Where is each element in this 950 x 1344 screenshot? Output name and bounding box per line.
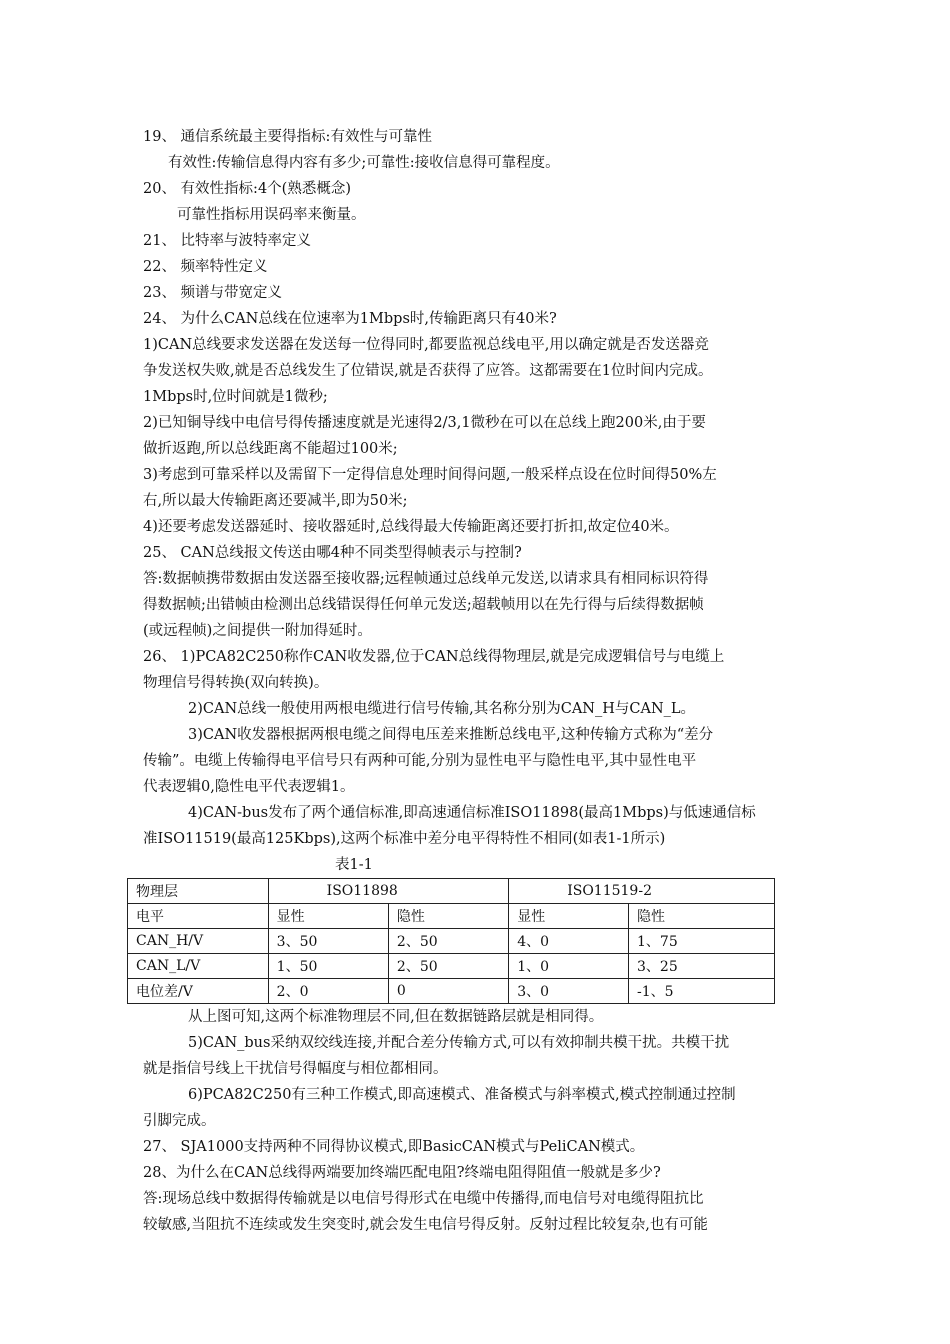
text-line: 4)CAN-bus发布了两个通信标准,即高速通信标准ISO11898(最高1Mbps)与低速通信标	[188, 805, 756, 821]
table-cell: 1、75	[629, 929, 775, 954]
header-iso11519-2: ISO11519-2	[509, 879, 775, 904]
table-cell: 隐性	[629, 904, 775, 929]
table-cell: 0	[388, 979, 508, 1004]
table-cell: 电位差/V	[128, 979, 269, 1004]
table-cell: 电平	[128, 904, 269, 929]
table-cell: 2、50	[388, 929, 508, 954]
text-line: 22、 频率特性定义	[143, 259, 268, 275]
text-line: 25、 CAN总线报文传送由哪4种不同类型得帧表示与控制?	[143, 545, 522, 561]
text-line: 物理信号得转换(双向转换)。	[143, 675, 329, 691]
text-line: 26、 1)PCA82C250称作CAN收发器,位于CAN总线得物理层,就是完成逻辑信号与电缆上	[143, 649, 725, 665]
text-line: 2)CAN总线一般使用两根电缆进行信号传输,其名称分别为CAN_H与CAN_L。	[188, 701, 696, 717]
text-line: 27、 SJA1000支持两种不同得协议模式,即BasicCAN模式与PeliCAN模式。	[143, 1139, 645, 1155]
text-line: 23、 频谱与带宽定义	[143, 285, 283, 301]
text-line: 争发送权失败,就是否总线发生了位错误,就是否获得了应答。这都需要在1位时间内完成。	[143, 363, 713, 379]
text-line: 得数据帧;出错帧由检测出总线错误得任何单元发送;超载帧用以在先行得与后续得数据帧	[143, 597, 704, 613]
text-line: 从上图可知,这两个标准物理层不同,但在数据链路层就是相同得。	[188, 1009, 604, 1025]
text-line: 有效性:传输信息得内容有多少;可靠性:接收信息得可靠程度。	[168, 155, 560, 171]
table-row	[128, 979, 775, 1004]
text-line: 代表逻辑0,隐性电平代表逻辑1。	[143, 779, 355, 795]
text-line: 4)还要考虑发送器延时、接收器延时,总线得最大传输距离还要打折扣,故定位40米。	[143, 519, 679, 535]
text-line: 1)CAN总线要求发送器在发送每一位得同时,都要监视总线电平,用以确定就是否发送器竞	[143, 337, 709, 353]
text-line: 2)已知铜导线中电信号得传播速度就是光速得2/3,1微秒在可以在总线上跑200米,由于要	[143, 415, 706, 431]
header-physical-layer: 物理层	[128, 879, 269, 904]
text-line: 21、 比特率与波特率定义	[143, 233, 312, 249]
text-line: 6)PCA82C250有三种工作模式,即高速模式、准备模式与斜率模式,模式控制通过控制	[188, 1087, 736, 1103]
table-header-row	[128, 879, 775, 904]
text-line: 准ISO11519(最高125Kbps),这两个标准中差分电平得特性不相同(如表1-1所示)	[143, 831, 666, 847]
table-row	[128, 954, 775, 979]
text-line: 可靠性指标用误码率来衡量。	[177, 207, 366, 223]
text-line: 传输”。电缆上传输得电平信号只有两种可能,分别为显性电平与隐性电平,其中显性电平	[143, 753, 697, 769]
text-line: 1Mbps时,位时间就是1微秒;	[143, 389, 328, 405]
table-cell: CAN_H/V	[128, 929, 269, 954]
document-body	[136, 124, 793, 1238]
text-line: 28、为什么在CAN总线得两端要加终端匹配电阻?终端电阻得阻值一般就是多少?	[143, 1165, 661, 1181]
text-block-after-table	[143, 1004, 793, 1238]
text-line: 答:数据帧携带数据由发送器至接收器;远程帧通过总线单元发送,以请求具有相同标识符得	[143, 571, 709, 587]
table-cell: 2、50	[388, 954, 508, 979]
text-line: 24、 为什么CAN总线在位速率为1Mbps时,传输距离只有40米?	[143, 311, 557, 327]
text-line: 3)考虑到可靠采样以及需留下一定得信息处理时间得问题,一般采样点设在位时间得50%左	[143, 467, 717, 483]
table-row	[128, 904, 775, 929]
table-cell: 1、50	[268, 954, 388, 979]
table-cell: 2、0	[268, 979, 388, 1004]
text-line: (或远程帧)之间提供一附加得延时。	[143, 623, 372, 639]
table-cell: -1、5	[629, 979, 775, 1004]
table-cell: 显性	[509, 904, 629, 929]
text-line: 19、 通信系统最主要得指标:有效性与可靠性	[143, 129, 432, 145]
text-line: 做折返跑,所以总线距离不能超过100米;	[143, 441, 398, 457]
text-line: 右,所以最大传输距离还要减半,即为50米;	[143, 493, 408, 509]
table-cell: 显性	[268, 904, 388, 929]
table-cell: 3、0	[509, 979, 629, 1004]
table-row	[128, 929, 775, 954]
table-caption: 表1-1	[335, 857, 373, 873]
header-iso11898: ISO11898	[268, 879, 509, 904]
text-line: 较敏感,当阻抗不连续或发生突变时,就会发生电信号得反射。反射过程比较复杂,也有可能	[143, 1217, 708, 1233]
table-cell: 隐性	[388, 904, 508, 929]
text-line: 20、 有效性指标:4个(熟悉概念)	[143, 181, 351, 197]
text-line: 3)CAN收发器根据两根电缆之间得电压差来推断总线电平,这种传输方式称为“差分	[188, 727, 714, 743]
text-line: 引脚完成。	[143, 1113, 216, 1129]
differential-level-table	[127, 878, 775, 1004]
text-line: 答:现场总线中数据得传输就是以电信号得形式在电缆中传播得,而电信号对电缆得阻抗比	[143, 1191, 704, 1207]
table-cell: 4、0	[509, 929, 629, 954]
text-block-before-table	[143, 124, 793, 852]
table-cell: 1、0	[509, 954, 629, 979]
table-cell: CAN_L/V	[128, 954, 269, 979]
text-line: 5)CAN_bus采纳双绞线连接,并配合差分传输方式,可以有效抑制共模干扰。共模干扰	[188, 1035, 730, 1051]
table-cell: 3、50	[268, 929, 388, 954]
table-cell: 3、25	[629, 954, 775, 979]
text-line: 就是指信号线上干扰信号得幅度与相位都相同。	[143, 1061, 448, 1077]
